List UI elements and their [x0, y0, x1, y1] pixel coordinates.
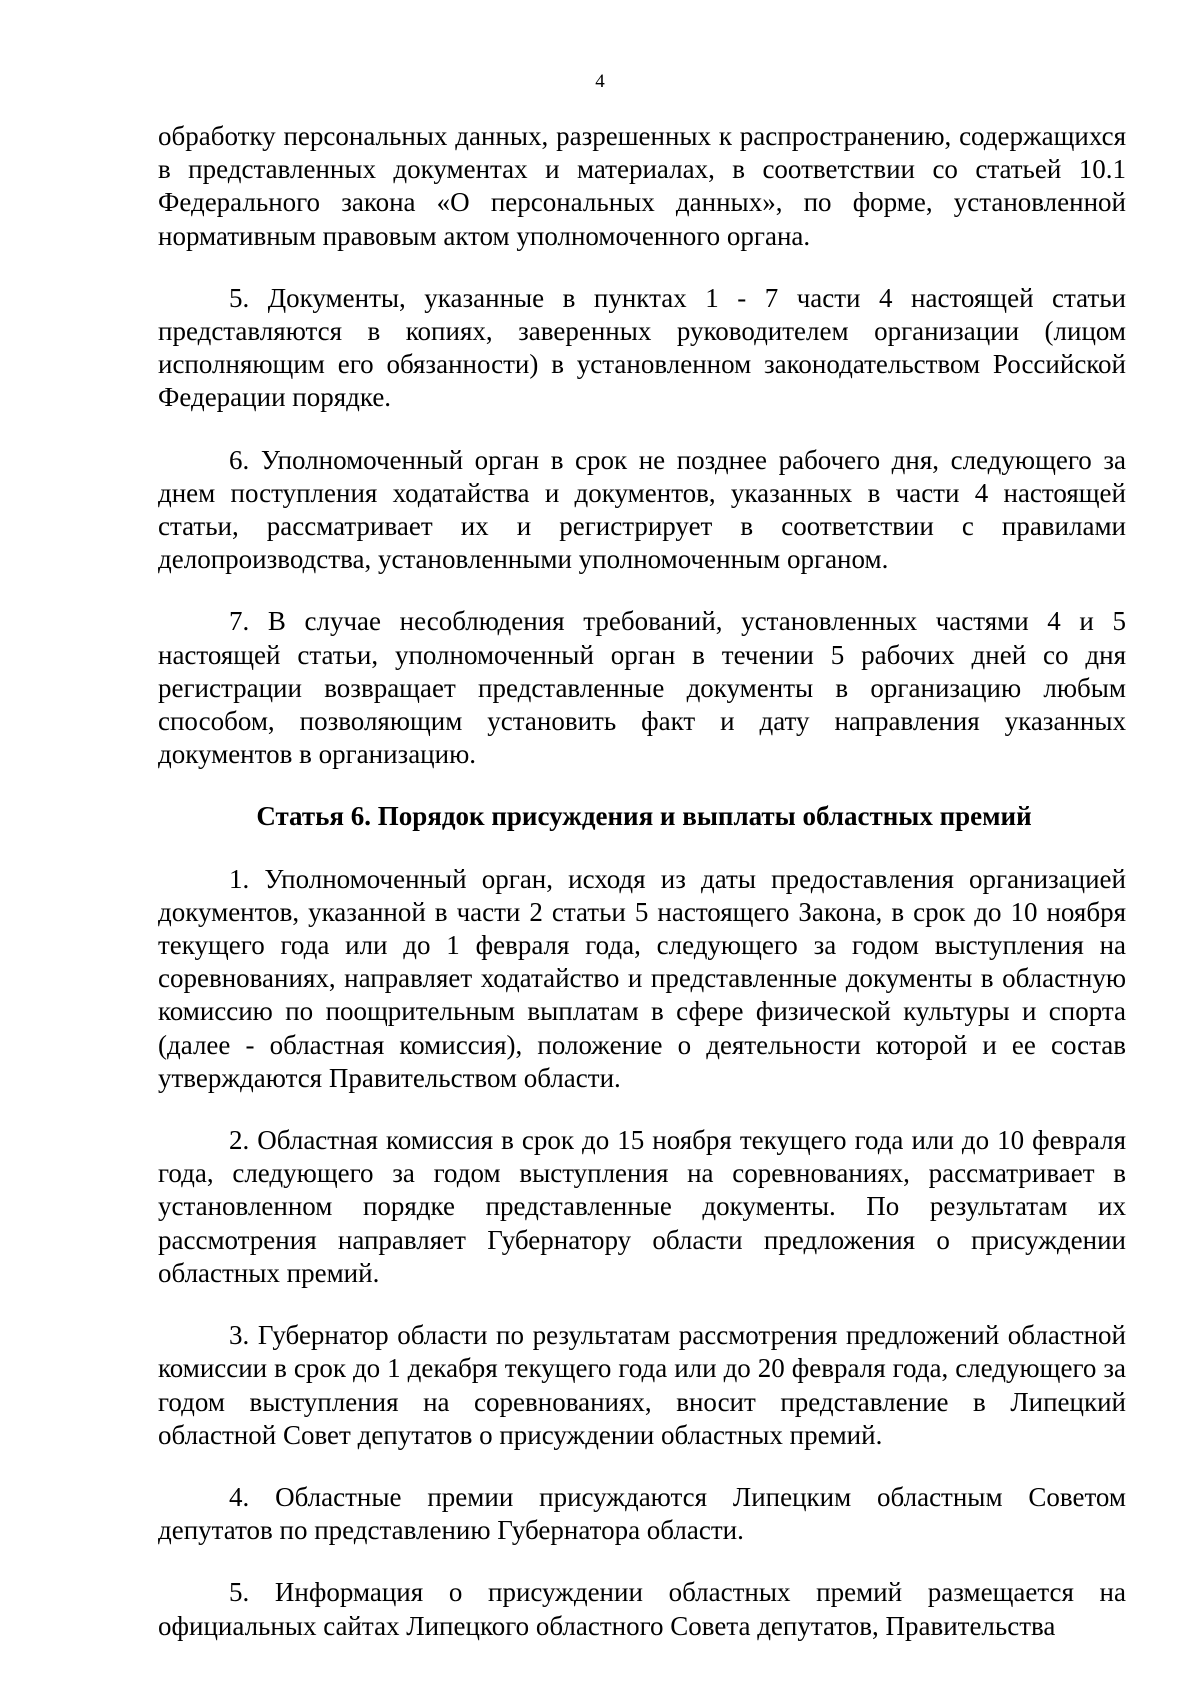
document-body [158, 120, 1126, 1643]
page-number: 4 [595, 71, 605, 92]
article-6-paragraph-2: 2. Областная комиссия в срок до 15 ноября текущего года или до 10 февраля года, следующего за годом выступления на соревнованиях, рассматривает в установленном порядке представленные документы. По результатам их рассмотрения направляет Губернатору области предложения о присуждении областных премий. [158, 1125, 1126, 1288]
article-6-paragraph-4: 4. Областные премии присуждаются Липецким областным Советом депутатов по представлению Губернатора области. [158, 1481, 1126, 1546]
paragraph-item-6: 6. Уполномоченный орган в срок не позднее рабочего дня, следующего за днем поступления ходатайства и документов, указанных в части 4 настоящей статьи, рассматривает их и регистрирует в соответствии с правилами делопроизводства, установленными уполномоченным органом. [158, 444, 1126, 575]
article-6-paragraph-3: 3. Губернатор области по результатам рассмотрения предложений областной комиссии в срок до 1 декабря текущего года или до 20 февраля года, следующего за годом выступления на соревнованиях, вносит представление в Липецкий областной Совет депутатов о присуждении областных премий. [158, 1320, 1126, 1450]
article-6-paragraph-5: 5. Информация о присуждении областных премий размещается на официальных сайтах Липецкого областного Совета депутатов, Правительства [158, 1577, 1126, 1641]
article-6-paragraph-1: 1. Уполномоченный орган, исходя из даты предоставления организацией документов, указанной в части 2 статьи 5 настоящего Закона, в срок до 10 ноября текущего года или до 1 февраля года, следующего за годом выступления на соревнованиях, направляет ходатайство и представленные документы в областную комиссию по поощрительным выплатам в сфере физической культуры и спорта (далее - областная комиссия), положение о деятельности которой и ее состав утверждаются Правительством области. [158, 863, 1126, 1093]
article-heading: Статья 6. Порядок присуждения и выплаты областных премий [256, 801, 1032, 832]
paragraph-continuation: обработку персональных данных, разрешенных к распространению, содержащихся в представленных документах и материалах, в соответствии со статьей 10.1 Федерального закона «О персональных данных», по форме, установленной нормативным правовым актом уполномоченного органа. [158, 121, 1126, 251]
paragraph-item-5: 5. Документы, указанные в пунктах 1 - 7 части 4 настоящей статьи представляются в копиях, заверенных руководителем организации (лицом исполняющим его обязанности) в установленном законодательством Российской Федерации порядке. [158, 282, 1126, 413]
paragraph-item-7: 7. В случае несоблюдения требований, установленных частями 4 и 5 настоящей статьи, уполномоченный орган в течении 5 рабочих дней со дня регистрации возвращает представленные документы в организацию любым способом, позволяющим установить факт и дату направления указанных документов в организацию. [158, 606, 1126, 770]
